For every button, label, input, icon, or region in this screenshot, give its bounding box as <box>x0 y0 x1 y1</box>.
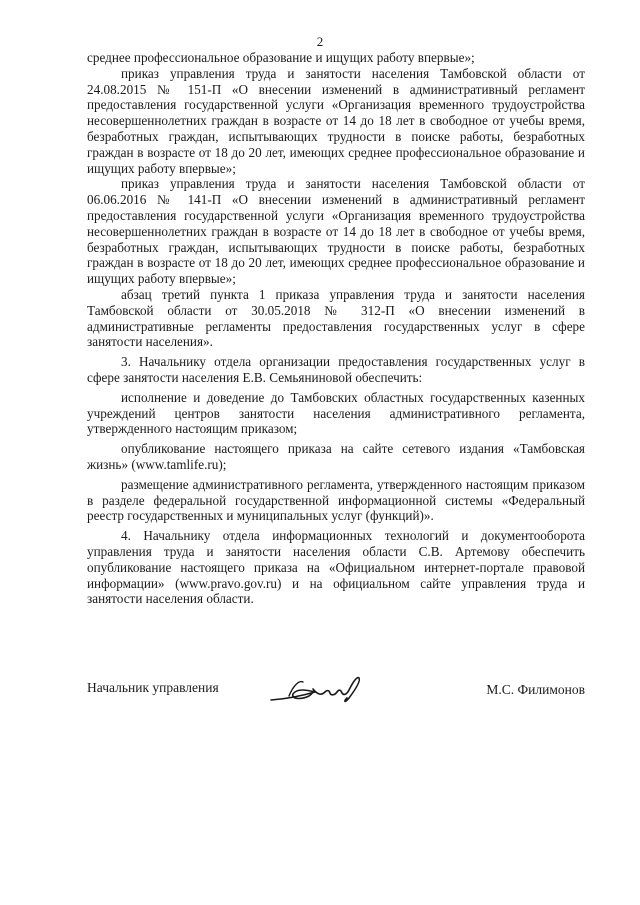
paragraph-order-312: абзац третий пункта 1 приказа управления труда и занятости населения Тамбовской области от 30.05.2018 № 312-П «О внесении изменений в административные регламенты предоставления государственных услуг в сфере занятости населения». <box>87 286 585 350</box>
signatory-position: Начальник управления <box>87 680 219 695</box>
paragraph-order-141: приказ управления труда и занятости населения Тамбовской области от 06.06.2016 № 141-П «О внесении изменений в административный регламент предоставления государственной услуги «Организация временного трудоустройства несовершеннолетних граждан в возрасте от 14 до 18 лет в свободное от учебы время, безработных граждан, испытывающих трудности в поиске работы, безработных граждан в возрасте от 18 до 20 лет, имеющих среднее профессиональное образование и ищущих работу впервые»; <box>87 176 585 287</box>
paragraph-publication: опубликование настоящего приказа на сайте сетевого издания «Тамбовская жизнь» (www.tamlife.ru); <box>87 441 585 472</box>
page-number: 2 <box>316 34 324 49</box>
paragraph-continuation: среднее профессиональное образование и ищущих работу впервые»; <box>87 50 475 65</box>
paragraph-order-151: приказ управления труда и занятости населения Тамбовской области от 24.08.2015 № 151-П «О внесении изменений в административный регламент предоставления государственной услуги «Организация временного трудоустройства несовершеннолетних граждан в возрасте от 14 до 18 лет в свободное от учебы время, безработных граждан, испытывающих трудности в поиске работы, безработных граждан в возрасте от 18 до 20 лет, имеющих среднее профессиональное образование и ищущих работу впервые»; <box>87 65 585 176</box>
paragraph-item-4: 4. Начальнику отдела информационных технологий и документооборота управления труда и занятости населения области С.В. Артемову обеспечить опубликование настоящего приказа на «Официальном интернет-портале правовой информации» (www.pravo.gov.ru) и на официальном сайте управления труда и занятости населения области. <box>87 528 585 607</box>
handwritten-signature <box>267 672 377 706</box>
paragraph-registry: размещение административного регламента, утвержденного настоящим приказом в разделе федеральной государственной информационной системы «Федеральный реестр государственных и муниципальных услуг (функций)». <box>87 476 585 524</box>
signatory-name: М.С. Филимонов <box>486 682 585 697</box>
paragraph-execution: исполнение и доведение до Тамбовских областных государственных казенных учреждений центров занятости населения административного регламента, утвержденного настоящим приказом; <box>87 389 585 437</box>
signature-block <box>87 672 585 708</box>
paragraph-item-3: 3. Начальнику отдела организации предоставления государственных услуг в сфере занятости населения Е.В. Семьяниновой обеспечить: <box>87 354 585 385</box>
document-body <box>87 50 585 607</box>
